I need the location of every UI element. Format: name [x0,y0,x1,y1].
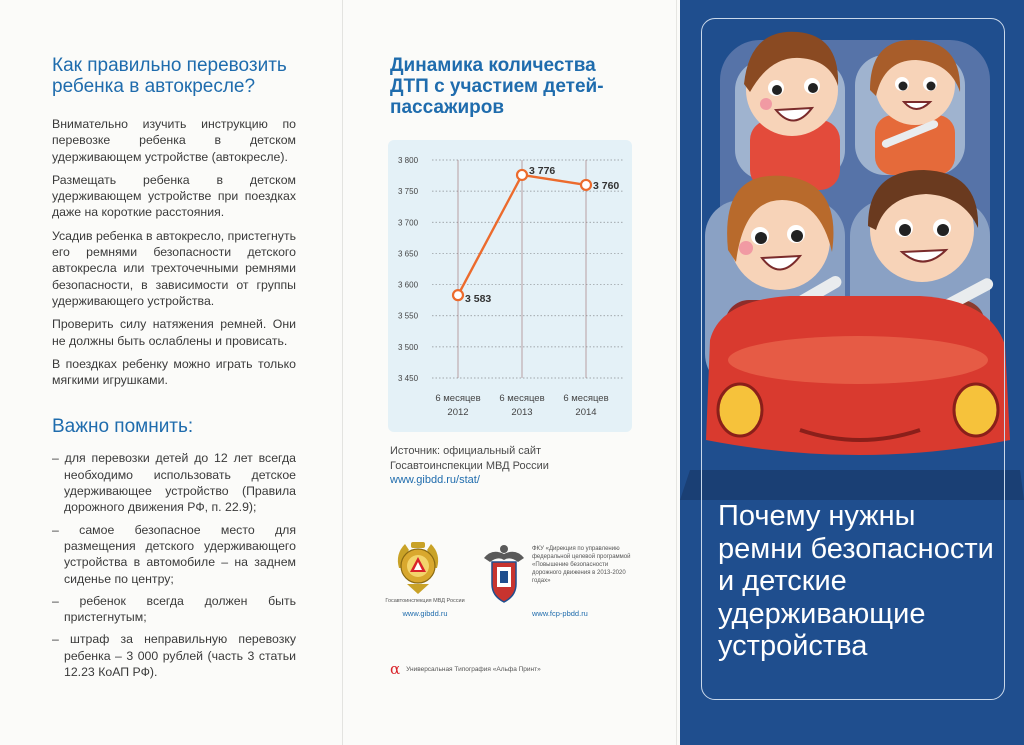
y-tick-label: 3 600 [398,280,419,290]
mvd-eagle-emblem-icon [480,540,528,604]
gibdd-caption: Госавтоинспекция МВД России [385,598,465,604]
instruction-paragraph-4: Проверить силу натяжения ремней. Они не должны быть ослаблены и провисать. [52,317,296,348]
y-tick-label: 3 550 [398,311,419,321]
printer-credit [390,660,541,678]
fku-link[interactable]: www.fcp-pbdd.ru [532,609,588,618]
y-tick-label: 3 500 [398,342,419,352]
remember-item-1: – для перевозки детей до 12 лет всегда необходимо использовать детское удерживающее устройство (Правила дорожного движения РФ, п. 22.9); [52,451,296,515]
y-tick-label: 3 700 [398,218,419,228]
cover-panel [680,0,1024,745]
cover-title-line-3: и детские [718,565,847,597]
x-tick-label: 6 месяцев [563,393,609,404]
cover-title-line-1: Почему нужны [718,500,916,532]
source-note [390,444,630,488]
cover-title [718,500,1008,663]
instruction-paragraph-2: Размещать ребенка в детском удерживающем устройстве при поездках даже на короткие расстояния. [52,172,296,220]
left-panel [52,55,296,686]
printer-name: Универсальная Типография «Альфа Принт» [406,665,541,673]
data-label: 3 760 [593,179,620,192]
fold-line-1 [342,0,343,745]
gibdd-link[interactable]: www.gibdd.ru [402,609,448,618]
y-tick-label: 3 750 [398,187,419,197]
x-tick-label: 6 месяцев [499,393,545,404]
cover-title-line-2: ремни безопасности [718,532,994,565]
fku-description: ФКУ «Дирекция по управлению федеральной целевой программой «Повышение безопасности дорожного движения в 2013-2020 годах» [532,546,631,584]
remember-item-4: – штраф за неправильную перевозку ребенка – 3 000 рублей (часть 3 статьи 12.23 КоАП РФ). [52,632,296,680]
instruction-paragraph-3: Усадив ребенка в автокресло, пристегнуть его ремнями безопасности детского автокресла или трехточечными ремнями безопасности, в зависимости от группы удерживающего устройства. [52,228,296,308]
remember-item-2: – самое безопасное место для размещения детского удерживающего устройства в автомобиле – на заднем сиденье по центру; [52,522,296,586]
accident-dynamics-chart [388,140,632,432]
x-tick-year: 2012 [447,407,469,418]
source-link[interactable]: www.gibdd.ru/stat/ [390,474,480,486]
section-title-remember: Важно помнить: [52,416,194,438]
chart-title: Динамика количества ДТП с участием детей-пассажиров [390,55,604,118]
x-tick-year: 2014 [575,407,597,418]
source-text: Источник: официальный сайт Госавтоинспекции МВД России [390,445,549,472]
section-title-child-seat: Как правильно перевозить ребенка в автокресле? [52,55,287,97]
alpha-print-logo-icon: α [390,660,401,678]
data-label: 3 776 [529,164,556,177]
data-point [581,180,591,190]
gibdd-emblem-icon [393,538,443,596]
remember-item-3: – ребенок всегда должен быть пристегнутым; [52,593,296,625]
remember-list [52,450,296,680]
x-tick-label: 6 месяцев [435,393,481,404]
x-tick-year: 2013 [511,407,533,418]
cover-title-line-5: устройства [718,630,868,662]
cover-title-line-4: удерживающие [718,597,926,630]
y-tick-label: 3 800 [398,156,419,165]
fold-line-2 [676,0,677,745]
data-point [453,290,463,300]
y-tick-label: 3 650 [398,249,419,259]
data-point [517,170,527,180]
instruction-paragraph-5: В поездках ребенку можно играть только мягкими игрушками. [52,356,296,388]
chart-panel [388,140,632,432]
y-tick-label: 3 450 [398,374,419,383]
data-label: 3 583 [465,293,492,306]
instruction-paragraph-1: Внимательно изучить инструкцию по перевозке ребенка в детском удерживающем устройстве (автокресле). [52,117,296,164]
